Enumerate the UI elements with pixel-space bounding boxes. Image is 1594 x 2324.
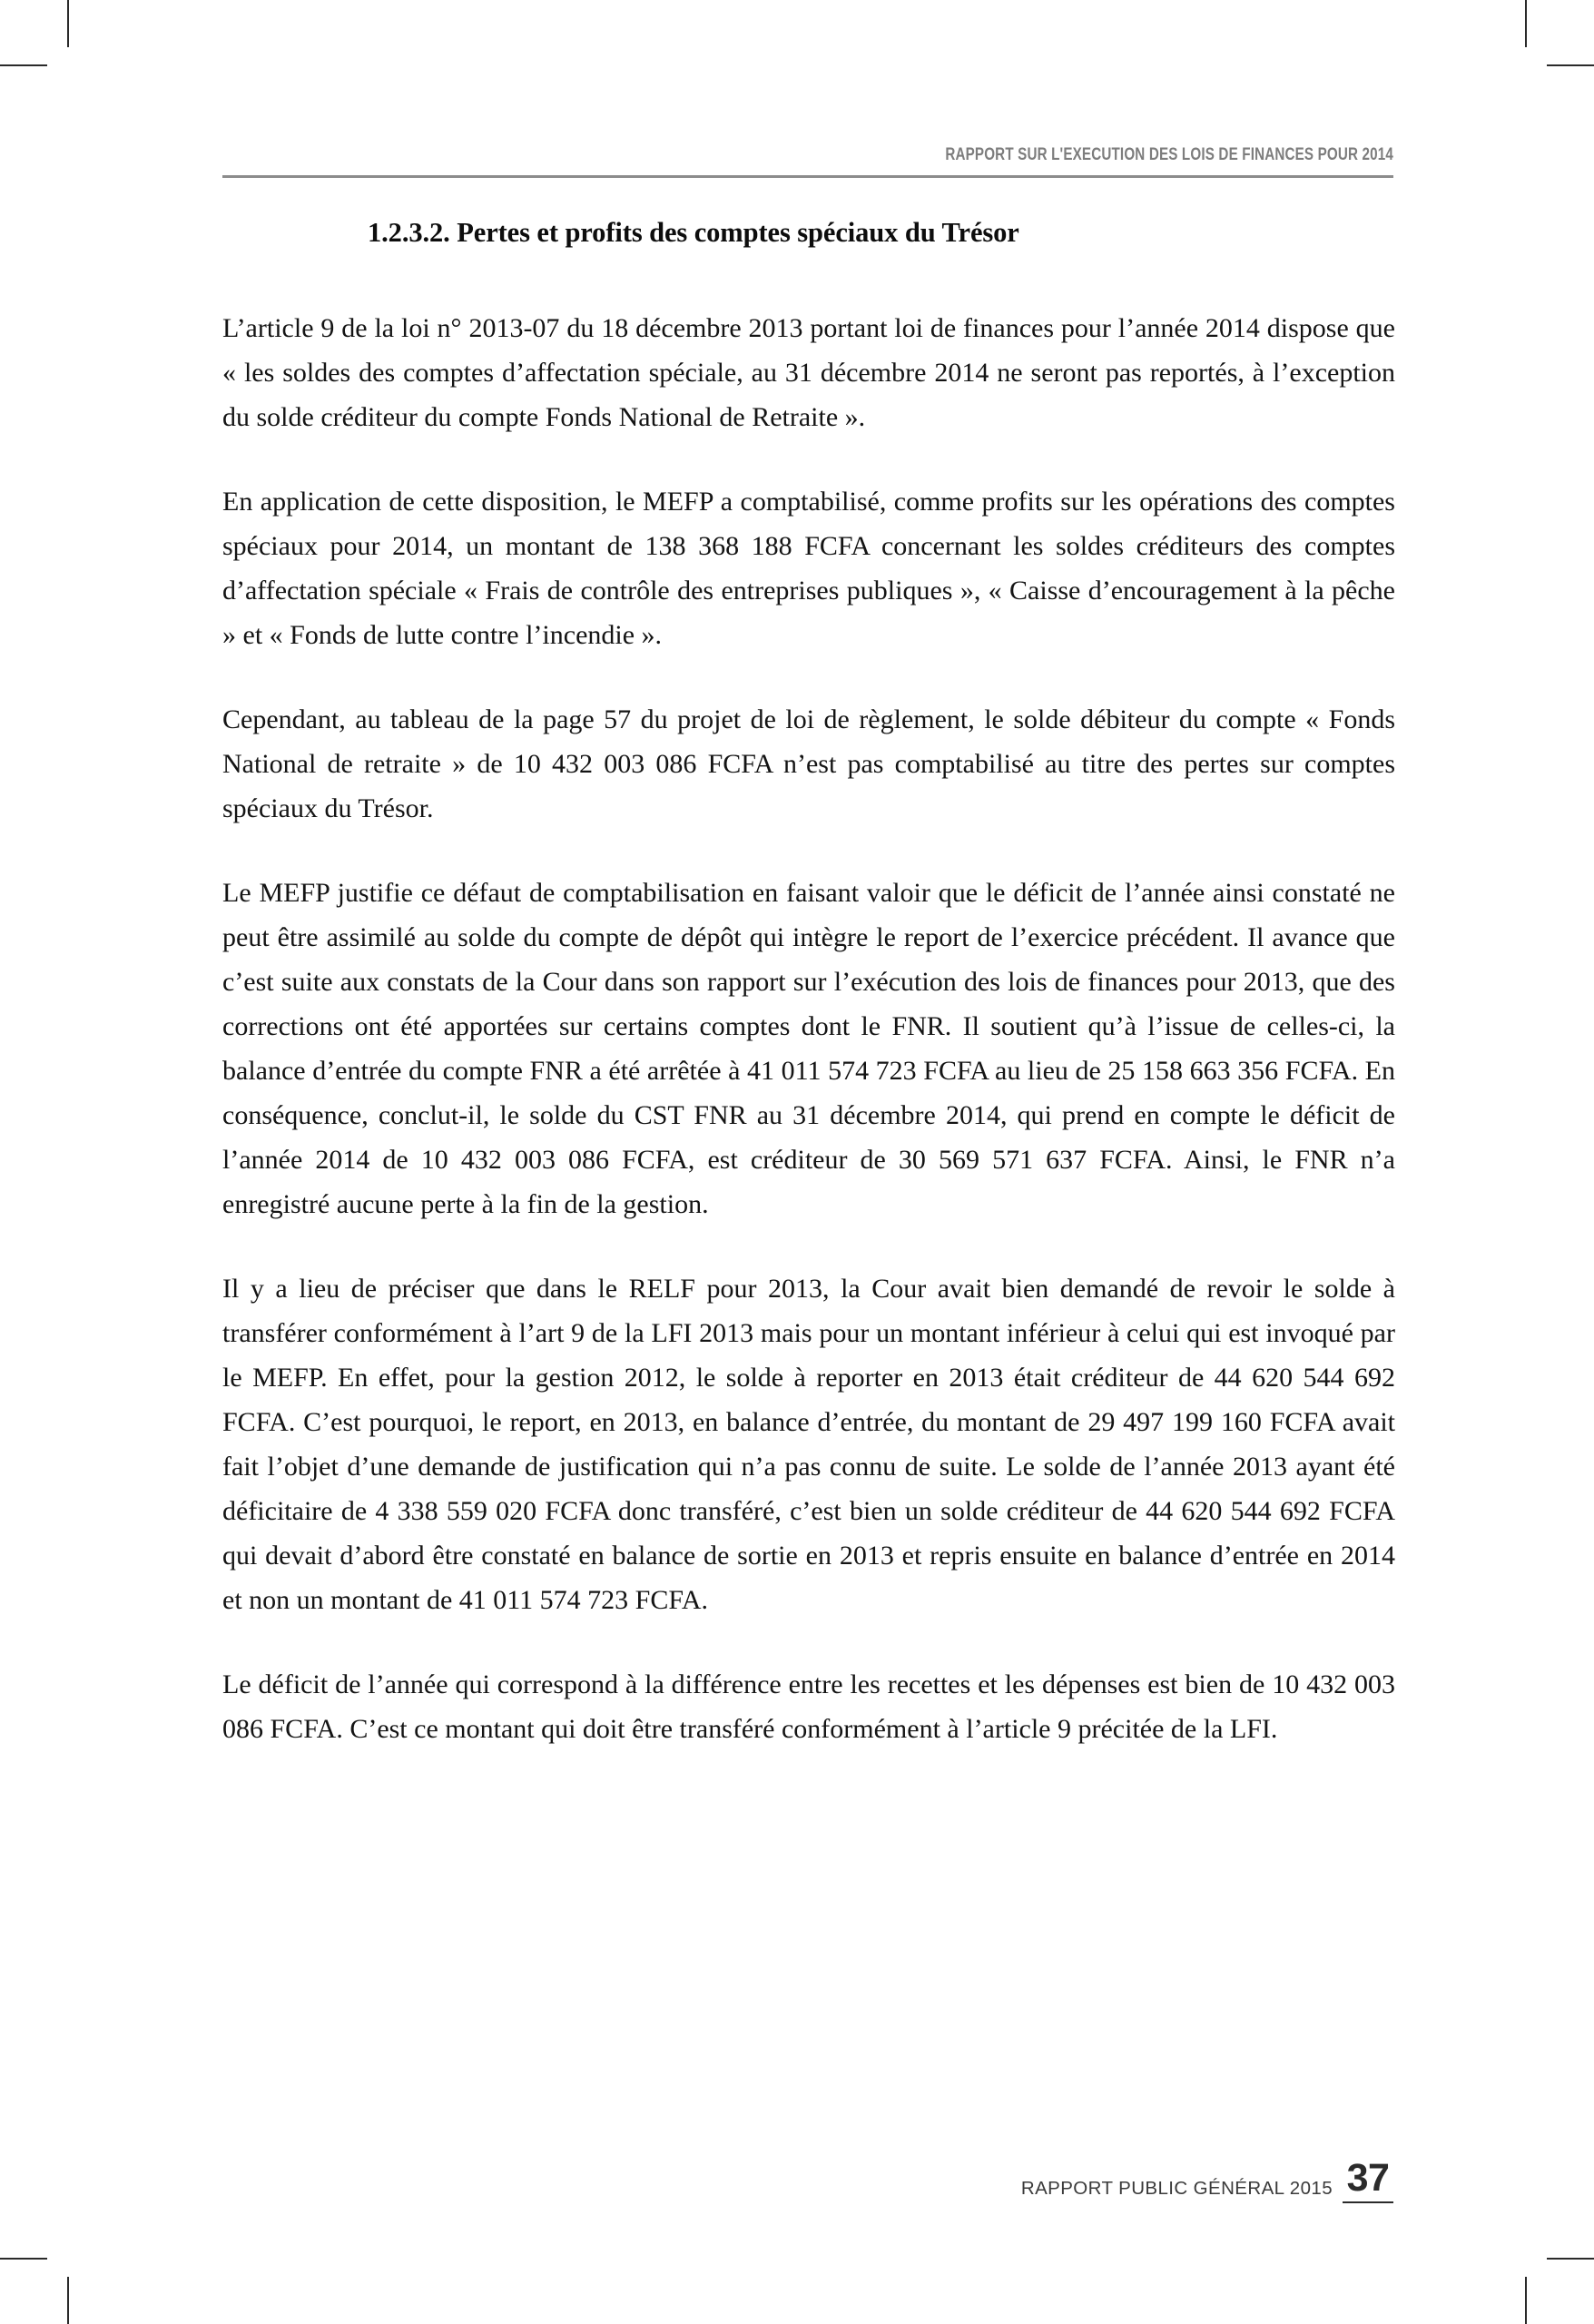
crop-mark-bottom-right-vertical: [1525, 2277, 1527, 2324]
header-rule: [222, 175, 1393, 178]
section-heading: 1.2.3.2. Pertes et profits des comptes spéciaux du Trésor: [368, 217, 1019, 248]
crop-mark-top-left-horizontal: [0, 64, 47, 66]
crop-mark-bottom-left-vertical: [67, 2277, 69, 2324]
page-number: 37: [1346, 2156, 1390, 2201]
page-number-group: [1343, 2156, 1393, 2203]
content-column: [222, 215, 1395, 1751]
running-head-title: RAPPORT SUR L'EXECUTION DES LOIS DE FINANCES POUR 2014: [945, 145, 1393, 164]
page-number-rule: [1343, 2201, 1393, 2203]
paragraph-4: Le MEFP justifie ce défaut de comptabilisation en faisant valoir que le déficit de l’année ainsi constaté ne peut être assimilé au solde du compte de dépôt qui intègre le report de l’exercice précédent. Il avance que c’est suite aux constats de la Cour dans son rapport sur l’exécution des lois de finances pour 2013, que des corrections ont été apportées sur certains comptes dont le FNR. Il soutient qu’à l’issue de celles-ci, la balance d’entrée du compte FNR a été arrêtée à 41 011 574 723 FCFA au lieu de 25 158 663 356 FCFA. En conséquence, conclut-il, le solde du CST FNR au 31 décembre 2014, qui prend en compte le déficit de l’année 2014 de 10 432 003 086 FCFA, est créditeur de 30 569 571 637 FCFA. Ainsi, le FNR n’a enregistré aucune perte à la fin de la gestion.: [222, 878, 1395, 1220]
crop-mark-bottom-right-horizontal: [1547, 2258, 1594, 2260]
paragraph-3: Cependant, au tableau de la page 57 du projet de loi de règlement, le solde débiteur du compte « Fonds National de retraite » de 10 432 003 086 FCFA n’est pas comptabilisé au titre des pertes sur comptes spéciaux du Trésor.: [222, 704, 1395, 824]
crop-mark-top-right-horizontal: [1547, 64, 1594, 66]
crop-mark-top-right-vertical: [1525, 0, 1527, 47]
paragraph-5: Il y a lieu de préciser que dans le RELF pour 2013, la Cour avait bien demandé de revoir le solde à transférer conformément à l’art 9 de la LFI 2013 mais pour un montant inférieur à celui qui est invoqué par le MEFP. En effet, pour la gestion 2012, le solde à reporter en 2013 était créditeur de 44 620 544 692 FCFA. C’est pourquoi, le report, en 2013, en balance d’entrée, du montant de 29 497 199 160 FCFA avait fait l’objet d’une demande de justification qui n’a pas connu de suite. Le solde de l’année 2013 ayant été déficitaire de 4 338 559 020 FCFA donc transféré, c’est bien un solde créditeur de 44 620 544 692 FCFA qui devait d’abord être constaté en balance de sortie en 2013 et repris ensuite en balance d’entrée en 2014 et non un montant de 41 011 574 723 FCFA.: [222, 1274, 1395, 1616]
crop-mark-top-left-vertical: [67, 0, 69, 47]
page-footer: [1020, 2156, 1393, 2203]
paragraph-6: Le déficit de l’année qui correspond à la différence entre les recettes et les dépenses est bien de 10 432 003 086 FCFA. C’est ce montant qui doit être transféré conformément à l’article 9 précitée de la LFI.: [222, 1669, 1395, 1745]
paragraph-2: En application de cette disposition, le MEFP a comptabilisé, comme profits sur les opérations des comptes spéciaux pour 2014, un montant de 138 368 188 FCFA concernant les soldes créditeurs des comptes d’affectation spéciale « Frais de contrôle des entreprises publiques », « Caisse d’encouragement à la pêche » et « Fonds de lutte contre l’incendie ».: [222, 487, 1395, 651]
footer-label: RAPPORT PUBLIC GÉNÉRAL 2015: [1020, 2178, 1333, 2199]
running-head: [222, 145, 1393, 178]
paragraph-1: L’article 9 de la loi n° 2013-07 du 18 décembre 2013 portant loi de finances pour l’année 2014 dispose que « les soldes des comptes d’affectation spéciale, au 31 décembre 2014 ne seront pas reportés, à l’exception du solde créditeur du compte Fonds National de Retraite ».: [222, 313, 1395, 433]
crop-mark-bottom-left-horizontal: [0, 2258, 47, 2260]
